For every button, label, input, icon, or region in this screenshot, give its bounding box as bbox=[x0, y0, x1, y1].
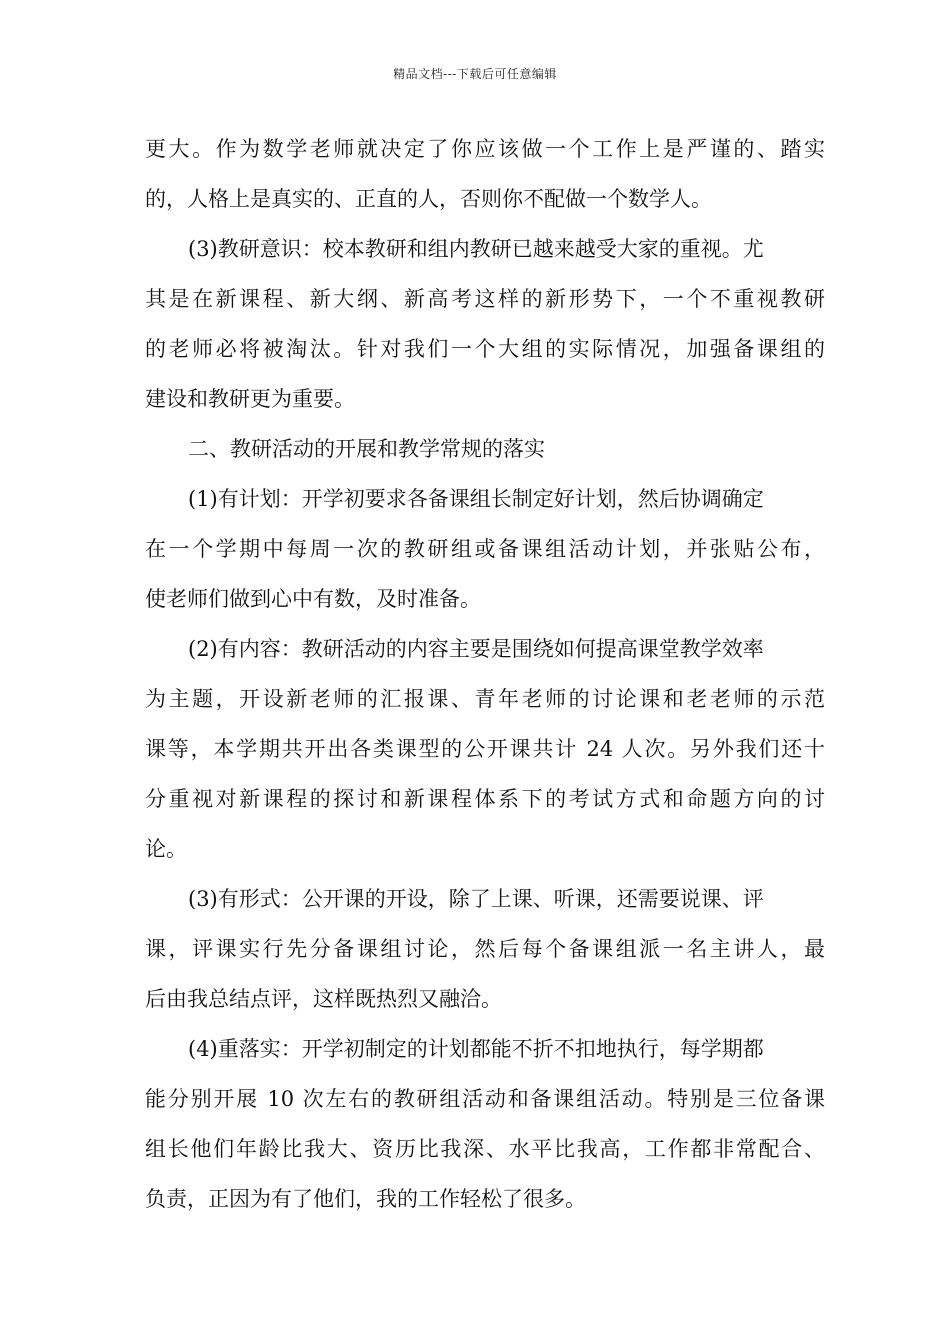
paragraph-start-line: (2)有内容：教研活动的内容主要是围绕如何提高课堂教学效率 bbox=[188, 637, 764, 661]
text-line: 更大。作为数学老师就决定了你应该做一个工作上是严谨的、踏实 bbox=[145, 137, 825, 161]
text-line: 建设和教研更为重要。 bbox=[145, 387, 355, 411]
text-line: 能分别开展 10 次左右的教研组活动和备课组活动。特别是三位备课 bbox=[145, 1087, 825, 1111]
paragraph-start-line: (4)重落实：开学初制定的计划都能不折不扣地执行，每学期都 bbox=[188, 1037, 764, 1061]
paragraph-start-line: (1)有计划：开学初要求各备课组长制定好计划，然后协调确定 bbox=[188, 487, 764, 511]
text-line: 分重视对新课程的探讨和新课程体系下的考试方式和命题方向的讨 bbox=[145, 787, 825, 811]
text-line: 课等，本学期共开出各类课型的公开课共计 24 人次。另外我们还十 bbox=[145, 737, 825, 761]
text-line: 论。 bbox=[145, 837, 187, 861]
paragraph-start-line: (3)教研意识：校本教研和组内教研已越来越受大家的重视。尤 bbox=[188, 237, 764, 261]
text-line: 的老师必将被淘汰。针对我们一个大组的实际情况，加强备课组的 bbox=[145, 337, 825, 361]
paragraph-start-line: (3)有形式：公开课的开设，除了上课、听课，还需要说课、评 bbox=[188, 887, 764, 911]
text-line: 负责，正因为有了他们，我的工作轻松了很多。 bbox=[145, 1187, 586, 1211]
text-line: 为主题，开设新老师的汇报课、青年老师的讨论课和老老师的示范 bbox=[145, 687, 825, 711]
text-line: 课，评课实行先分备课组讨论，然后每个备课组派一名主讲人，最 bbox=[145, 937, 825, 961]
text-line: 后由我总结点评，这样既热烈又融洽。 bbox=[145, 987, 502, 1011]
section-heading: 二、教研活动的开展和教学常规的落实 bbox=[188, 437, 545, 461]
page-header: 精品文档---下载后可任意编辑 bbox=[393, 67, 557, 81]
text-line: 在一个学期中每周一次的教研组或备课组活动计划，并张贴公布， bbox=[145, 537, 825, 561]
text-line: 的，人格上是真实的、正直的人，否则你不配做一个数学人。 bbox=[145, 187, 712, 211]
text-line: 使老师们做到心中有数，及时准备。 bbox=[145, 587, 481, 611]
text-line: 其是在新课程、新大纲、新高考这样的新形势下，一个不重视教研 bbox=[145, 287, 825, 311]
text-line: 组长他们年龄比我大、资历比我深、水平比我高，工作都非常配合、 bbox=[145, 1137, 825, 1161]
